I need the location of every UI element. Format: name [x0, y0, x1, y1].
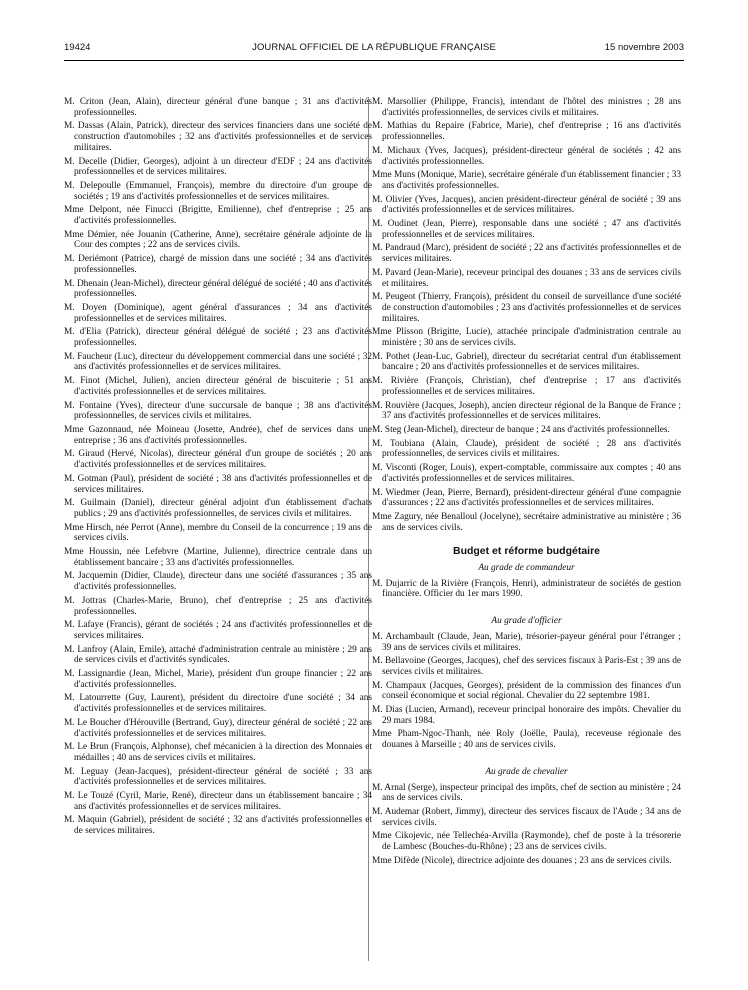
honoree-entry: M. Le Touzé (Cyril, Marie, René), directeur dans un établissement bancaire ; 34 ans d'activités professionnelles et de services militaires. [64, 791, 372, 812]
honoree-entry: M. Lafaye (Francis), gérant de sociétés ; 24 ans d'activités professionnelles et de services militaires. [64, 620, 372, 641]
commandeur-entries [372, 579, 681, 600]
honoree-entry: Mme Démier, née Jouanin (Catherine, Anne), secrétaire générale adjointe de la Cour des comptes ; 22 ans de services civils. [64, 229, 372, 251]
officier-entries [372, 632, 681, 751]
honoree-entry: Mme Hirsch, née Perrot (Anne), membre du Conseil de la concurrence ; 19 ans de services civils. [64, 522, 372, 544]
honoree-entry: M. Michaux (Yves, Jacques), président-directeur général de sociétés ; 42 ans d'activités professionnelles. [372, 145, 681, 167]
honoree-entry: M. Olivier (Yves, Jacques), ancien président-directeur général de société ; 39 ans d'activités professionnelles et de services militaires. [372, 194, 681, 216]
honoree-entry: Mme Gazonnaud, née Moineau (Josette, Andrée), chef de services dans une entreprise ; 36 ans d'activités professionnelles. [64, 424, 372, 446]
honoree-entry: M. Le Brun (François, Alphonse), chef mécanicien à la direction des Monnaies et médailles ; 40 ans de services civils et militaires. [64, 742, 372, 763]
honoree-entry: M. Giraud (Hervé, Nicolas), directeur général d'un groupe de sociétés ; 20 ans d'activités professionnelles et de services militaires. [64, 449, 372, 471]
honoree-entry: M. Archambault (Claude, Jean, Marie), trésorier-payeur général pour l'étranger ; 39 ans de services civils et militaires. [372, 631, 681, 653]
honoree-entry: M. Peugeot (Thierry, François), président du conseil de surveillance d'une société de construction d'automobiles ; 23 ans d'activités professionnelles et de services militaires. [372, 292, 681, 324]
honoree-entry: Mme Pham-Ngoc-Thanh, née Roly (Joëlle, Paula), receveuse régionale des douanes à Marseille ; 40 ans de services civils. [372, 729, 681, 751]
header-rule [64, 60, 684, 61]
subsection-commandeur: Au grade de commandeur [478, 563, 575, 574]
honoree-entry: M. Jacquemin (Didier, Claude), directeur dans une société d'assurances ; 35 ans d'activités professionnelles. [64, 571, 372, 593]
honoree-entry: M. Visconti (Roger, Louis), expert-comptable, commissaire aux comptes ; 40 ans d'activités professionnelles et de services militaires. [372, 463, 681, 484]
publication-date: 15 novembre 2003 [604, 42, 684, 53]
honoree-entry: M. Oudinet (Jean, Pierre), responsable dans une société ; 47 ans d'activités professionnelles et de services militaires. [372, 219, 681, 240]
honoree-entry: M. Bellavoine (Georges, Jacques), chef des services fiscaux à Paris-Est ; 39 ans de services civils et militaires. [372, 656, 681, 677]
honoree-entry: M. Guilmain (Daniel), directeur général adjoint d'un établissement d'achats publics ; 29 ans d'activités professionnelles, de services civils et militaires. [64, 498, 372, 519]
honoree-entry: M. Jottras (Charles-Marie, Bruno), chef d'entreprise ; 25 ans d'activités professionnelles. [64, 595, 372, 617]
honoree-entry: Mme Zagury, née Benalloul (Jocelyne), secrétaire administrative au ministère ; 36 ans de services civils. [372, 511, 681, 533]
honoree-entry: M. Lassignardie (Jean, Michel, Marie), président d'un groupe financier ; 22 ans d'activités professionnelles. [64, 669, 372, 690]
honoree-entry: Mme Cikojevic, née Tellechéa-Arvilla (Raymonde), chef de poste à la trésorerie de Lambesc (Bouches-du-Rhône) ; 23 ans de services civils. [372, 831, 681, 853]
honoree-entry: M. Pavard (Jean-Marie), receveur principal des douanes ; 33 ans de services civils et militaires. [372, 267, 681, 289]
honoree-entry: M. Decelle (Didier, Georges), adjoint à un directeur d'EDF ; 24 ans d'activités professionnelles et de services militaires. [64, 156, 372, 178]
honoree-entry: M. Gotman (Paul), président de société ; 38 ans d'activités professionnelles et de services militaires. [64, 473, 372, 495]
honoree-entry: M. Le Boucher d'Hérouville (Bertrand, Guy), directeur général de société ; 22 ans d'activités professionnelles et de services militaires. [64, 717, 372, 739]
honoree-entry: M. Marsollier (Philippe, Francis), intendant de l'hôtel des ministres ; 28 ans d'activités professionnelles, de services civils et militaires. [372, 97, 681, 118]
honoree-entry: M. Champaux (Jacques, Georges), président de la commission des finances d'un conseil économique et social régional. Chevalier du 22 septembre 1981. [372, 680, 681, 702]
honoree-entry: M. Faucheur (Luc), directeur du développement commercial dans une société ; 32 ans d'activités professionnelles et de services militaires. [64, 351, 372, 373]
left-column [64, 97, 372, 840]
honoree-entry: M. Mathias du Repaire (Fabrice, Marie), chef d'entreprise ; 16 ans d'activités professionnelles. [372, 121, 681, 143]
honoree-entry: M. Doyen (Dominique), agent général d'assurances ; 34 ans d'activités professionnelles et de services militaires. [64, 302, 372, 324]
honoree-entry: Mme Houssin, née Lefebvre (Martine, Julienne), directrice centrale dans un établissement bancaire ; 33 ans d'activités professionnelles. [64, 547, 372, 568]
honoree-entry: Mme Difède (Nicole), directrice adjointe des douanes ; 23 ans de services civils. [372, 855, 672, 866]
right-column [372, 97, 681, 869]
honoree-entry: M. Criton (Jean, Alain), directeur général d'une banque ; 31 ans d'activités professionnelles. [64, 97, 372, 118]
honoree-entry: M. Audemar (Robert, Jimmy), directeur des services fiscaux de l'Aude ; 34 ans de services civils. [372, 806, 681, 828]
honoree-entry: M. Pothet (Jean-Luc, Gabriel), directeur du secrétariat central d'un établissement bancaire ; 20 ans d'activités professionnelles et de services militaires. [372, 351, 681, 373]
journal-title: JOURNAL OFFICIEL DE LA RÉPUBLIQUE FRANÇAISE [252, 42, 496, 53]
honoree-entry: M. Wiedmer (Jean, Pierre, Bernard), président-directeur général d'une compagnie d'assurances ; 22 ans d'activités professionnelles et de services militaires. [372, 487, 681, 509]
honoree-entry: M. Finot (Michel, Julien), ancien directeur général de biscuiterie ; 51 ans d'activités professionnelles et de services militaires. [64, 376, 372, 397]
chevalier-entries [372, 783, 681, 867]
honoree-entry: M. Dassas (Alain, Patrick), directeur des services financiers dans une société de construction d'automobiles ; 32 ans d'activités professionnelles et de services militaires. [64, 121, 372, 153]
honoree-entry: M. Delepoulle (Emmanuel, François), membre du directoire d'un groupe de sociétés ; 19 ans d'activités professionnelles et de services militaires. [64, 180, 372, 202]
page-header [64, 42, 684, 58]
honoree-entry: M. Dujarric de la Rivière (François, Henri), administrateur de sociétés de gestion financière. Officier du 1er mars 1990. [372, 578, 681, 600]
subsection-officier: Au grade d'officier [491, 616, 562, 627]
section-title: Budget et réforme budgétaire [452, 545, 601, 558]
honoree-entry: M. Rouvière (Jacques, Joseph), ancien directeur régional de la Banque de France ; 37 ans d'activités professionnelles et de services militaires. [372, 400, 681, 422]
honoree-entry: M. Steg (Jean-Michel), directeur de banque ; 24 ans d'activités professionnelles. [372, 424, 670, 435]
right-column-entries [372, 97, 681, 533]
honoree-entry: M. Fontaine (Yves), directeur d'une succursale de banque ; 38 ans d'activités professionnelles, de services civils et militaires. [64, 400, 372, 422]
honoree-entry: M. Toubiana (Alain, Claude), président de société ; 28 ans d'activités professionnelles, de services civils et militaires. [372, 438, 681, 460]
honoree-entry: M. Latourrette (Guy, Laurent), président du directoire d'une société ; 34 ans d'activités professionnelles et de services militaires. [64, 693, 372, 715]
honoree-entry: M. Dias (Lucien, Armand), receveur principal honoraire des impôts. Chevalier du 29 mars 1984. [372, 705, 681, 726]
honoree-entry: M. Rivière (François, Christian), chef d'entreprise ; 17 ans d'activités professionnelles et de services militaires. [372, 376, 681, 397]
page-number: 19424 [64, 42, 91, 53]
subsection-chevalier: Au grade de chevalier [485, 766, 568, 777]
honoree-entry: Mme Delpont, née Finucci (Brigitte, Emilienne), chef d'entreprise ; 25 ans d'activités professionnelles. [64, 205, 372, 227]
honoree-entry: M. Arnal (Serge), inspecteur principal des impôts, chef de section au ministère ; 24 ans de services civils. [372, 782, 681, 804]
honoree-entry: M. Maquin (Gabriel), président de société ; 32 ans d'activités professionnelles et de services militaires. [64, 815, 372, 837]
honoree-entry: M. Deriémont (Patrice), chargé de mission dans une société ; 34 ans d'activités professionnelles. [64, 254, 372, 275]
honoree-entry: M. Lanfroy (Alain, Emile), attaché d'administration centrale au ministère ; 29 ans de services civils et d'activités syndicales. [64, 644, 372, 666]
honoree-entry: M. Leguay (Jean-Jacques), président-directeur général de société ; 33 ans d'activités professionnelles et de services militaires. [64, 766, 372, 788]
honoree-entry: M. Pandraud (Marc), président de société ; 22 ans d'activités professionnelles et de services militaires. [372, 243, 681, 265]
honoree-entry: Mme Muns (Monique, Marie), secrétaire générale d'un établissement financier ; 33 ans d'activités professionnelles. [372, 170, 681, 191]
honoree-entry: M. d'Elia (Patrick), directeur général délégué de société ; 23 ans d'activités professionnelles. [64, 327, 372, 349]
honoree-entry: M. Dhenain (Jean-Michel), directeur général délégué de société ; 40 ans d'activités professionnelles. [64, 278, 372, 300]
honoree-entry: Mme Plisson (Brigitte, Lucie), attachée principale d'administration centrale au ministère ; 30 ans de services civils. [372, 327, 681, 349]
